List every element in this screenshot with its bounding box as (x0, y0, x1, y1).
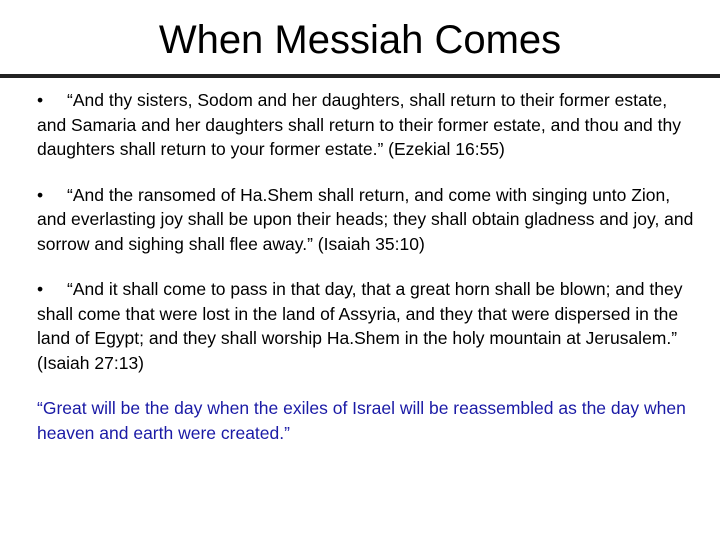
bullet-text: “And thy sisters, Sodom and her daughters, shall return to their former estate, and Samaria and her daughters shall return to their former estate, and thou and thy daughters shall return to your former estate.” (Ezekial 16:55) (37, 90, 681, 159)
bullet-isaiah-27 (37, 277, 697, 375)
slide-content (37, 88, 697, 445)
bullet-marker: • (37, 90, 44, 110)
closing-quote: “Great will be the day when the exiles of Israel will be reassembled as the day when heaven and earth were created.” (37, 398, 686, 443)
bullet-ezekiel (37, 88, 697, 162)
bullet-marker: • (37, 279, 44, 299)
slide-title: When Messiah Comes (158, 18, 562, 62)
title-divider (0, 74, 720, 78)
bullet-text: “And it shall come to pass in that day, that a great horn shall be blown; and they shall come that were lost in the land of Assyria, and they that were dispersed in the land of Egypt; and they shall worship Ha.Shem in the holy mountain at Jerusalem.” (Isaiah 27:13) (37, 279, 683, 373)
bullet-isaiah-35 (37, 183, 697, 257)
bullet-marker: • (37, 184, 44, 205)
bullet-text: “And the ransomed of Ha.Shem shall return, and come with singing unto Zion, and everlasting joy shall be upon their heads; they shall obtain gladness and joy, and sorrow and sighing shall flee away.” (Isaiah 35:10) (37, 184, 694, 254)
